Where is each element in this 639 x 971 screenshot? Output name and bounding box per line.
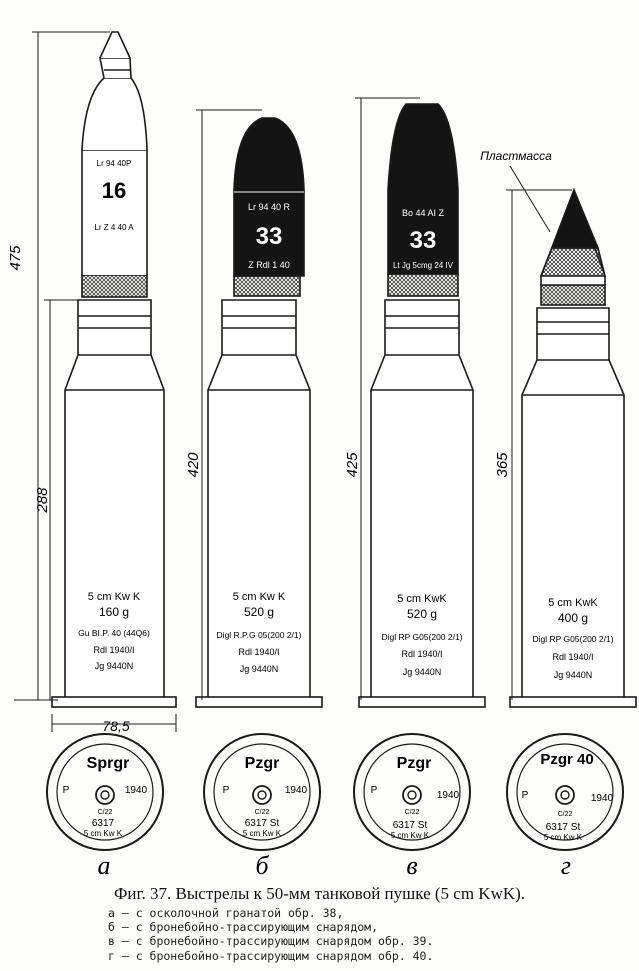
round-d-base-top: Pzgr 40 xyxy=(540,751,594,768)
figure-caption-title: Фиг. 37. Выстрелы к 50-мм танковой пушке (5 cm KwK). xyxy=(113,884,526,903)
round-b-base-top: Pzgr xyxy=(244,755,280,772)
round-a-base-bottom2: 5 cm Kw K xyxy=(83,829,123,838)
round-c-case-line-1: 5 cm KwK xyxy=(397,593,447,605)
round-b-case-line-1: 5 cm Kw K xyxy=(232,591,286,603)
round-a-base-right: 1940 xyxy=(124,785,148,796)
legend-line-d: г — с бронебойно-трассирующим снарядом обр. 40. xyxy=(108,948,434,963)
round-d-base-left: P xyxy=(521,790,529,801)
round-a-overall-dimension: 475 xyxy=(7,245,24,271)
round-d-base-bottom1: 6317 St xyxy=(545,822,581,833)
round-a-case-line-3: Gu BI.P. 40 (44Q6) xyxy=(78,628,150,638)
figure-caption-legend xyxy=(108,906,433,963)
round-b-case-line-3: Digl R.P.G 05(200 2/1) xyxy=(216,630,302,640)
round-b-case-line-4: Rdl 1940/I xyxy=(238,647,280,657)
round-c-base-top: Pzgr xyxy=(396,755,432,772)
round-c-base-bottom2: 5 cm Kw K xyxy=(390,831,430,840)
round-b-base-left: P xyxy=(222,785,230,796)
round-c-base-right: 1940 xyxy=(436,790,460,801)
round-c-base-left: P xyxy=(370,785,378,796)
plastic-label: Пластмасса xyxy=(480,149,552,163)
round-b-band-number: 33 xyxy=(255,223,283,250)
round-b-case-line-5: Jg 9440N xyxy=(239,664,279,674)
legend-line-a: а — с осколочной гранатой обр. 38, xyxy=(108,906,344,920)
round-c-case-line-2: 520 g xyxy=(406,607,438,621)
round-c-base-center: C/22 xyxy=(404,809,420,816)
round-b-case-line-2: 520 g xyxy=(243,605,275,619)
round-b-overall-dimension: 420 xyxy=(185,452,202,478)
round-c-case-line-3: Digl RP G05(200 2/1) xyxy=(381,632,463,642)
round-c-overall-dimension: 425 xyxy=(344,452,361,478)
round-a-letter: а xyxy=(97,851,111,880)
round-a-base-left: P xyxy=(62,785,70,796)
round-b-base-center: C/22 xyxy=(254,809,270,816)
round-d-overall-dimension: 365 xyxy=(494,452,511,478)
round-d-case-line-2: 400 g xyxy=(557,611,589,625)
round-d xyxy=(510,166,636,707)
round-b-band-bottom: Z Rdl 1 40 xyxy=(248,260,290,270)
round-a-case-line-4: Rdl 1940/I xyxy=(93,645,135,655)
round-a-base-top: Sprgr xyxy=(86,755,130,772)
round-b-letter: б xyxy=(255,851,269,880)
round-a-base-center: C/22 xyxy=(97,809,113,816)
round-d-base-right: 1940 xyxy=(590,793,614,804)
base-width-dimension: 78,5 xyxy=(102,718,130,734)
round-a-band-bottom: Lr Z 4 40 A xyxy=(94,223,134,232)
round-c-band-bottom: Lt Jg 5cmg 24 IV xyxy=(392,261,454,270)
round-d-letter: г xyxy=(560,851,572,880)
round-d-case-line-1: 5 cm KwK xyxy=(548,597,598,609)
round-c-base-bottom1: 6317 St xyxy=(392,820,428,831)
round-b-base-right: 1940 xyxy=(284,785,308,796)
round-b-band-top: Lr 94 40 R xyxy=(247,202,291,212)
round-a-case-line-5: Jg 9440N xyxy=(94,661,134,671)
round-a-case-line-2: 160 g xyxy=(98,605,130,619)
round-d-base-bottom2: 5 cm Kw K xyxy=(543,833,583,842)
round-a-band-top: Lr 94 40P xyxy=(96,159,132,168)
round-a-band-number: 16 xyxy=(101,178,127,203)
round-d-case-line-3: Digl RP G05(200 2/1) xyxy=(532,634,614,644)
round-b-base-bottom2: 5 cm Kw K xyxy=(242,829,282,838)
round-b-base-bottom1: 6317 St xyxy=(244,818,280,829)
round-d-case-line-5: Jg 9440N xyxy=(553,670,593,680)
round-c-band-number: 33 xyxy=(409,227,437,254)
round-c-case-line-5: Jg 9440N xyxy=(402,667,442,677)
round-c-case-line-4: Rdl 1940/I xyxy=(401,649,443,659)
legend-line-c: в — с бронебойно-трассирующим снарядом обр. 39. xyxy=(108,934,434,949)
round-c-letter: в xyxy=(406,851,418,880)
round-d-case-line-4: Rdl 1940/I xyxy=(552,652,594,662)
round-a-base-bottom1: 6317 xyxy=(91,818,115,829)
round-d-base-center: C/22 xyxy=(557,811,573,818)
round-a-case-line-1: 5 cm Kw K xyxy=(87,591,141,603)
legend-line-b: б — с бронебойно-трассирующим снарядом, xyxy=(108,920,379,935)
round-c-band-top: Bo 44 AI Z xyxy=(401,208,445,218)
round-a-case-dimension: 288 xyxy=(34,487,51,513)
